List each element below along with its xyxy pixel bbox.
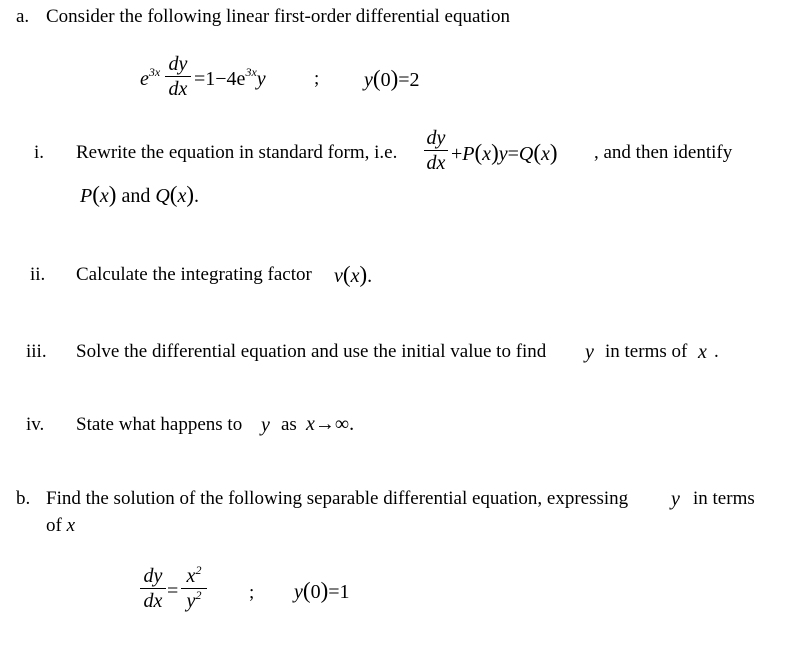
item-i-label: i.: [34, 142, 45, 163]
item-ii-v-of-x: v(x).: [334, 262, 373, 287]
item-i-text-2: , and then identify: [594, 142, 733, 163]
eq-b-fraction-right: $x^2$ $y^2$: [181, 566, 207, 611]
item-iii-end: .: [714, 341, 719, 362]
part-b-y: y: [671, 488, 680, 510]
item-iv-as: as: [281, 414, 297, 435]
eq-a-separator: ;: [314, 68, 320, 89]
item-iv-limit: x→∞.: [306, 413, 355, 435]
eq-a-e: $e^{3x}$: [140, 65, 161, 90]
item-iii-label: iii.: [26, 341, 47, 362]
part-b-label: b.: [16, 488, 31, 509]
part-b-line2: of x: [46, 515, 76, 536]
item-ii-label: ii.: [30, 264, 46, 285]
part-a-label: a.: [16, 6, 30, 27]
item-iii-text: Solve the differential equation and use the initial value to find: [76, 341, 547, 362]
item-ii-text: Calculate the integrating factor: [76, 264, 312, 285]
item-iii-x: x: [698, 341, 707, 363]
item-i-line2: P(x) and Q(x).: [80, 182, 200, 207]
eq-b-fraction-left: dy dx: [140, 566, 166, 611]
item-iv-label: iv.: [26, 414, 45, 435]
eq-b-separator: ;: [249, 582, 255, 603]
item-iii-text-2: in terms of: [605, 341, 688, 362]
eq-b-equals: =: [167, 580, 179, 602]
part-a-intro: Consider the following linear first-order differential equation: [46, 6, 510, 27]
item-iv-y: y: [261, 414, 270, 436]
eq-a-initial-condition: y(0)=2: [364, 66, 420, 91]
item-iii-y: y: [585, 341, 594, 363]
part-b-text: Find the solution of the following separable differential equation, expressing: [46, 488, 629, 509]
item-i-standard-form: +P(x)y=Q(x): [451, 140, 558, 165]
item-i-fraction: dy dx: [424, 128, 448, 173]
item-i-text: Rewrite the equation in standard form, i.e.: [76, 142, 398, 163]
part-b-text-2: in terms: [693, 488, 755, 509]
eq-b-initial-condition: y(0)=1: [294, 578, 350, 603]
item-iv-text: State what happens to: [76, 414, 243, 435]
eq-a-rhs: $=1-4e^{3x}y$: [194, 65, 266, 90]
eq-a-fraction: dy dx: [165, 54, 191, 99]
